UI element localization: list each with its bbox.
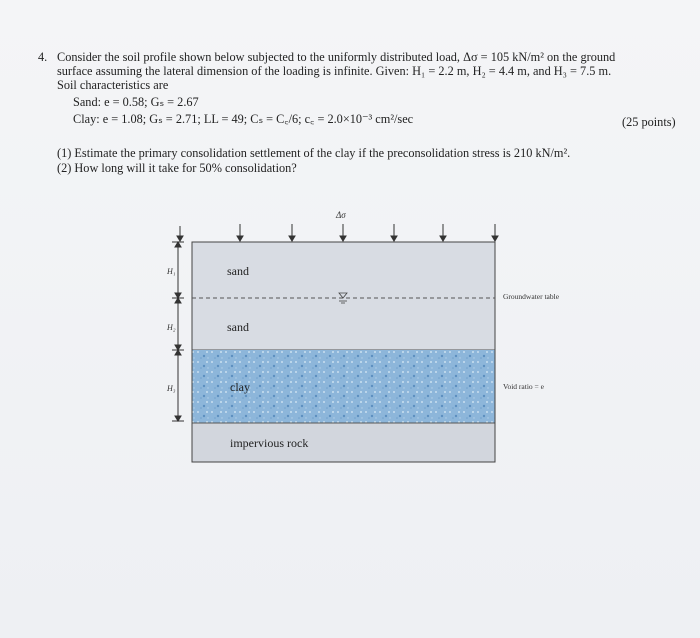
clay-properties: Clay: e = 1.08; Gₛ = 2.71; LL = 49; Cₛ = C꜀/6; c꜀ = 2.0×10⁻³ cm²/sec	[73, 112, 414, 126]
clay-label: clay	[230, 380, 250, 394]
load-arrows	[177, 224, 498, 241]
h1-label: H₁	[167, 267, 176, 276]
question-1: (1) Estimate the primary consolidation settlement of the clay if the preconsolidation stress is 210 kN/m².	[57, 146, 571, 160]
sand-label-lower: sand	[227, 320, 249, 334]
sand-label-upper: sand	[227, 264, 249, 278]
problem-number: 4.	[38, 50, 48, 64]
h2-label: H₂	[167, 323, 176, 332]
h3-label: H₃	[167, 384, 176, 393]
void-ratio-label: Void ratio = e	[503, 382, 544, 391]
question-2: (2) How long will it take for 50% consolidation?	[57, 161, 297, 175]
groundwater-label: Groundwater table	[503, 292, 560, 301]
problem-text-line-1: Consider the soil profile shown below subjected to the uniformly distributed load, Δσ = 105 kN/m² on the ground	[57, 50, 616, 64]
sand-properties: Sand: e = 0.58; Gₛ = 2.67	[73, 95, 199, 109]
problem-text-line-3: Soil characteristics are	[57, 78, 169, 92]
load-label: Δσ	[336, 210, 346, 220]
rock-label: impervious rock	[230, 436, 309, 450]
points-label: (25 points)	[622, 115, 676, 129]
problem-text-line-2: surface assuming the lateral dimension of the loading is infinite. Given: H₁ = 2.2 m, H₂ = 4.4 m, and H₃ = 7.5 m.	[57, 64, 612, 78]
